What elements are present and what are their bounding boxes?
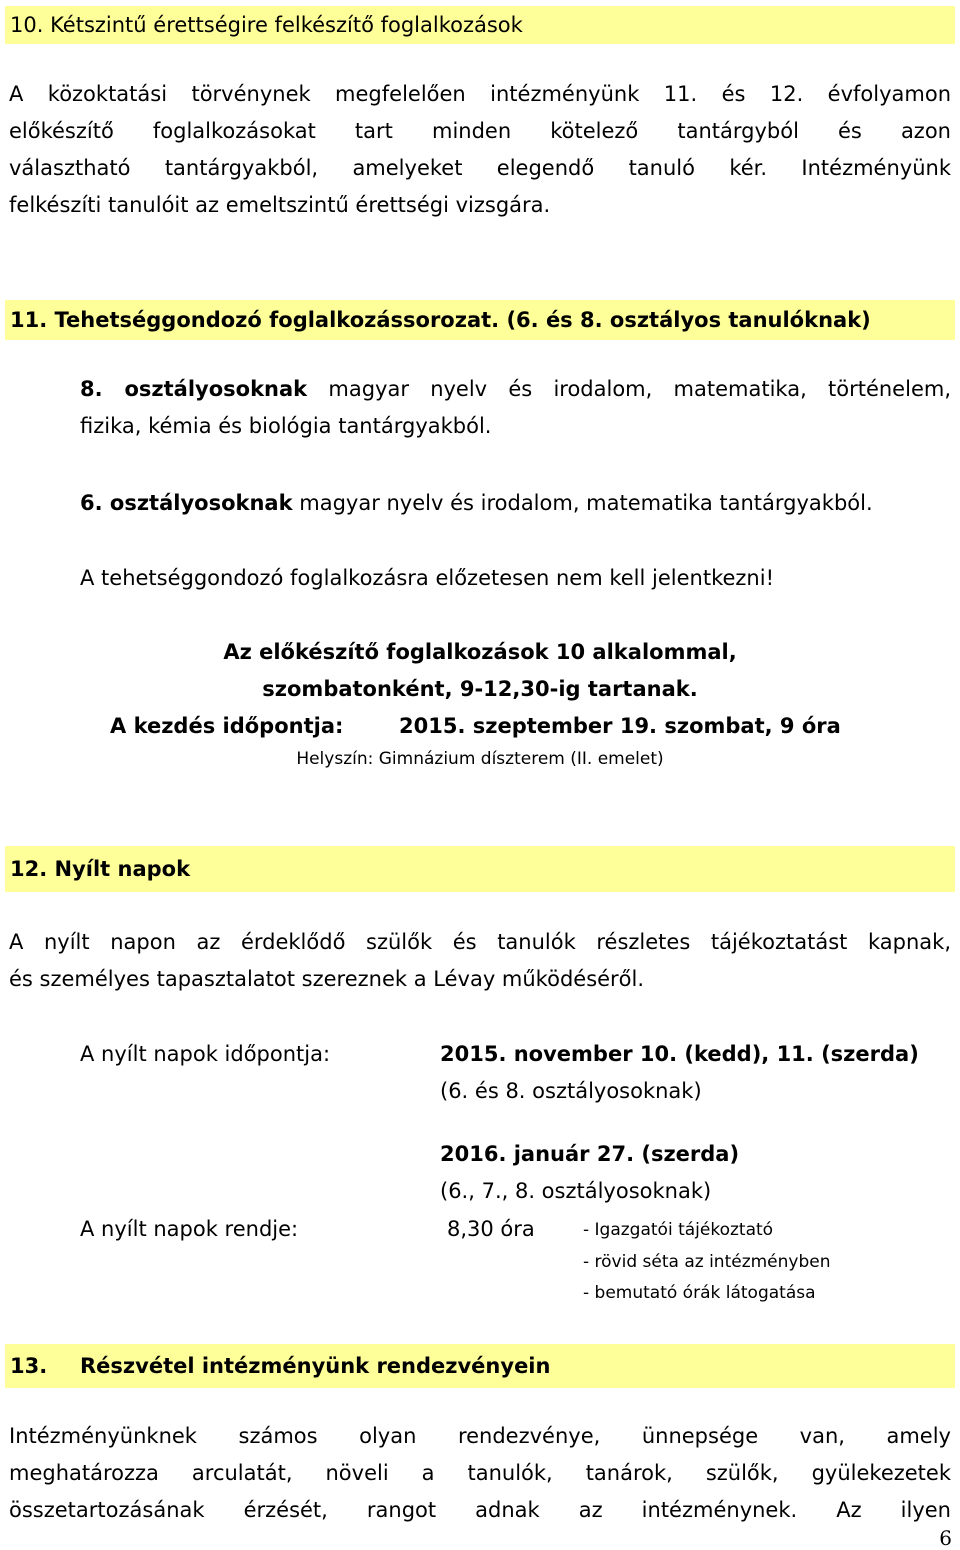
sec11-p6-line xyxy=(80,493,873,514)
sec12-line-1: A nyílt napon az érdeklődő szülők és tanulók részletes tájékoztatást kapnak, xyxy=(9,930,951,954)
order-item-3: - bemutató órák látogatása xyxy=(583,1283,816,1303)
sec10-line-2: előkészítő foglalkozásokat tart minden kötelező tantárgyból és azon xyxy=(9,119,951,143)
open-day-date-2-audience: (6., 7., 8. osztályosoknak) xyxy=(440,1179,712,1203)
section-11-title: 11. Tehetséggondozó foglalkozássorozat. (6. és 8. osztályos tanulóknak) xyxy=(10,308,871,332)
section-12-heading xyxy=(5,846,955,892)
sec11-venue: Helyszín: Gimnázium díszterem (II. emelet) xyxy=(296,749,664,769)
sec11-center-line-1: Az előkészítő foglalkozások 10 alkalommal, xyxy=(223,640,737,664)
sec10-line-3: választható tantárgyakból, amelyeket elegendő tanuló kér. Intézményünk xyxy=(9,156,951,180)
section-13-title: Részvétel intézményünk rendezvényein xyxy=(80,1354,551,1378)
open-days-dates-label: A nyílt napok időpontja: xyxy=(80,1042,331,1066)
section-12-title: 12. Nyílt napok xyxy=(10,857,191,881)
page-number: 6 xyxy=(939,1526,952,1550)
section-13-heading xyxy=(5,1344,955,1388)
sec13-line-3: összetartozásának érzését, rangot adnak az intézménynek. Az ilyen xyxy=(9,1498,951,1522)
order-item-2: - rövid séta az intézményben xyxy=(583,1252,831,1272)
open-days-order-label: A nyílt napok rendje: xyxy=(80,1217,299,1241)
sec10-line-1: A közoktatási törvénynek megfelelően intézményünk 11. és 12. évfolyamon xyxy=(9,82,951,106)
grade-8-subjects: magyar nyelv és irodalom, matematika, történelem, xyxy=(307,377,951,401)
open-days-order-time: 8,30 óra xyxy=(447,1217,535,1241)
sec11-start-label: A kezdés időpontja: xyxy=(110,714,344,738)
sec11-center-line-2: szombatonként, 9-12,30-ig tartanak. xyxy=(262,677,698,701)
sec11-start-value: 2015. szeptember 19. szombat, 9 óra xyxy=(399,714,841,738)
sec13-line-2: meghatározza arculatát, növeli a tanulók, tanárok, szülők, gyülekezetek xyxy=(9,1461,951,1485)
sec10-line-4: felkészíti tanulóit az emeltszintű érettségi vizsgára. xyxy=(9,193,551,217)
section-10-title: 10. Kétszintű érettségire felkészítő foglalkozások xyxy=(10,13,523,37)
sec12-line-2: és személyes tapasztalatot szereznek a Lévay működéséről. xyxy=(9,967,645,991)
open-day-date-1-audience: (6. és 8. osztályosoknak) xyxy=(440,1079,702,1103)
open-day-date-2: 2016. január 27. (szerda) xyxy=(440,1142,740,1166)
sec11-p8-line-1 xyxy=(80,379,951,400)
sec13-line-1: Intézményünknek számos olyan rendezvénye, ünnepsége van, amely xyxy=(9,1424,951,1448)
section-13-number: 13. xyxy=(10,1354,48,1378)
grade-6-subjects: magyar nyelv és irodalom, matematika tantárgyakból. xyxy=(292,491,873,515)
grade-8-label: 8. osztályosoknak xyxy=(80,377,308,401)
grade-6-label: 6. osztályosoknak xyxy=(80,491,293,515)
sec11-note: A tehetséggondozó foglalkozásra előzetesen nem kell jelentkezni! xyxy=(80,566,774,590)
order-item-1: - Igazgatói tájékoztató xyxy=(583,1220,774,1240)
section-10-heading xyxy=(5,6,955,44)
open-day-date-1: 2015. november 10. (kedd), 11. (szerda) xyxy=(440,1042,919,1066)
section-11-heading xyxy=(5,300,955,340)
sec11-p8-line-2: fizika, kémia és biológia tantárgyakból. xyxy=(80,414,492,438)
